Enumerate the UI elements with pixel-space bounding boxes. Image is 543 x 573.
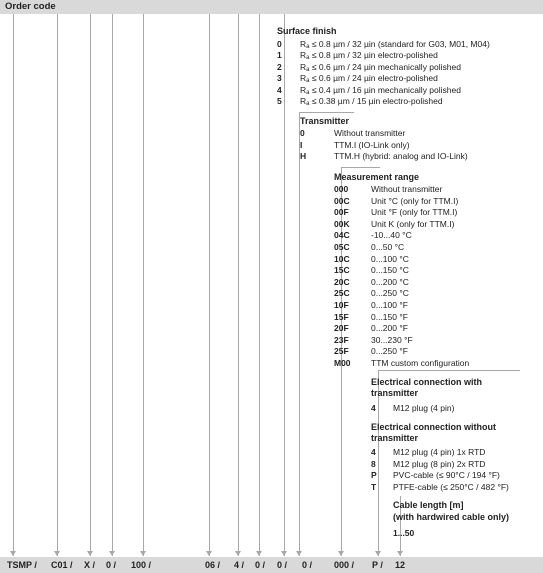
option-text: ≤ 0.6 µm / 24 µin electro-polished [311, 73, 438, 84]
option-code: T [371, 481, 377, 492]
option-code: I [300, 139, 303, 150]
option-description [300, 73, 438, 84]
order-code-part: 0 / [277, 560, 288, 570]
option-code: 10C [334, 253, 350, 264]
option-text: Unit °C (only for TTM.I) [371, 195, 459, 206]
option-text: Unit °F (only for TTM.I) [371, 207, 458, 218]
option-description [393, 470, 500, 480]
option-code: 04C [334, 230, 350, 241]
option-text: 0...150 °C [371, 265, 409, 276]
option-description [300, 85, 461, 96]
option-description [371, 346, 408, 356]
order-code-part: X / [84, 560, 96, 570]
option-code: 0 [300, 128, 305, 138]
order-code-part: C01 / [51, 560, 73, 570]
option-text: ≤ 0.8 µm / 32 µin (standard for G03, M01, M04) [311, 39, 490, 49]
option-description [371, 300, 408, 310]
option-code: P [371, 470, 377, 481]
option-text: 0...150 °F [371, 311, 408, 322]
option-text: Without transmitter [371, 184, 443, 194]
cable-length-range: 1...50 [393, 528, 415, 538]
option-description [371, 242, 404, 252]
option-description [371, 323, 408, 333]
option-description [393, 403, 454, 413]
arrow-down-icon [235, 551, 241, 556]
option-code: 00C [334, 195, 350, 206]
option-description [371, 196, 458, 206]
arrow-down-icon [375, 551, 381, 556]
connector-line [57, 14, 58, 556]
option-text: -10...40 °C [371, 230, 412, 241]
measurement-range-title: Measurement range [334, 172, 420, 182]
option-description [334, 151, 468, 161]
connector-line [13, 14, 14, 556]
option-code: 4 [371, 447, 376, 457]
option-text: Unit K (only for TTM.I) [371, 218, 455, 229]
connector-line [259, 14, 260, 556]
arrow-down-icon [109, 551, 115, 556]
arrow-down-icon [296, 551, 302, 556]
option-code: 05C [334, 242, 350, 252]
option-text: TTM custom configuration [371, 358, 470, 368]
connector-line [299, 112, 354, 113]
connector-line [90, 14, 91, 556]
option-code: 20C [334, 276, 350, 287]
option-description [371, 288, 409, 298]
option-text: Without transmitter [334, 128, 406, 138]
option-text: PVC-cable (≤ 90°C / 194 °F) [393, 470, 500, 481]
connector-line [238, 14, 239, 556]
option-text: 0...50 °C [371, 242, 405, 252]
order-code-part: 06 / [205, 560, 221, 570]
option-description [393, 459, 485, 469]
option-code: 000 [334, 184, 349, 194]
option-text: ≤ 0.38 µm / 15 µin electro-polished [311, 96, 443, 106]
elec-without-title-2: transmitter [371, 433, 419, 443]
elec-with-title-2: transmitter [371, 388, 419, 398]
option-code: 00K [334, 218, 350, 229]
option-text: ≤ 0.8 µm / 32 µin electro-polished [311, 50, 438, 61]
option-code: 10F [334, 300, 349, 310]
order-code-part: 0 / [106, 560, 117, 570]
option-description [371, 207, 457, 217]
option-description [371, 335, 413, 345]
order-code-footer [0, 557, 543, 573]
option-description [300, 62, 461, 73]
ra-symbol: $R_a$ [300, 39, 310, 50]
arrow-down-icon [206, 551, 212, 556]
option-description [371, 230, 412, 240]
ra-symbol: $R_a$ [300, 61, 310, 73]
option-code: 8 [371, 458, 376, 469]
option-text: TTM.H (hybrid: analog and IO-Link) [334, 151, 468, 162]
option-description [393, 482, 509, 492]
option-text: TTM.I (IO-Link only) [334, 139, 410, 150]
page-title: Order code [5, 1, 56, 12]
option-code: 25F [334, 346, 349, 357]
option-description [371, 358, 469, 368]
option-code: 00F [334, 207, 349, 218]
option-text: M12 plug (8 pin) 2x RTD [393, 458, 486, 469]
ra-symbol: $R_a$ [300, 50, 310, 62]
option-code: 3 [277, 73, 282, 84]
order-code-part: 4 / [234, 560, 245, 570]
option-code: 23F [334, 334, 349, 345]
option-text: M12 plug (4 pin) [393, 403, 455, 413]
arrow-down-icon [87, 551, 93, 556]
order-code-part: P / [372, 560, 383, 570]
arrow-down-icon [54, 551, 60, 556]
order-code-part: 0 / [302, 560, 313, 570]
cable-length-title-2: (with hardwired cable only) [393, 512, 510, 522]
order-code-part: 100 / [131, 560, 152, 570]
option-text: 0...200 °C [371, 276, 409, 287]
option-description [371, 219, 454, 229]
option-text: 0...100 °C [371, 253, 409, 264]
option-description [371, 254, 409, 264]
cable-length-title-1: Cable length [m] [393, 500, 464, 510]
connector-line [112, 14, 113, 556]
option-code: H [300, 151, 307, 162]
option-code: 4 [277, 84, 282, 95]
option-text: M12 plug (4 pin) 1x RTD [393, 447, 486, 457]
option-description [393, 447, 485, 457]
arrow-down-icon [140, 551, 146, 556]
option-code: M00 [334, 358, 351, 368]
option-text: 0...100 °F [371, 300, 408, 310]
option-code: 20F [334, 323, 349, 334]
option-description [371, 312, 408, 322]
order-code-header [0, 0, 543, 14]
option-code: 4 [371, 403, 376, 413]
option-code: 2 [277, 61, 282, 72]
ra-symbol: $R_a$ [300, 84, 310, 96]
arrow-down-icon [397, 551, 403, 556]
order-code-part: 000 / [334, 560, 355, 570]
order-code-part: 0 / [255, 560, 266, 570]
ra-symbol: $R_a$ [300, 73, 310, 85]
arrow-down-icon [281, 551, 287, 556]
transmitter-title: Transmitter [300, 116, 350, 126]
option-text: 0...250 °C [371, 288, 409, 299]
option-code: 0 [277, 39, 282, 49]
order-code-part: 12 [395, 560, 406, 570]
option-text: PTFE-cable (≤ 250°C / 482 °F) [393, 481, 509, 492]
option-code: 15F [334, 311, 349, 322]
option-description [300, 96, 443, 107]
elec-without-title-1: Electrical connection without [371, 422, 497, 432]
option-description [371, 265, 409, 275]
option-code: 1 [277, 50, 282, 61]
option-text: 0...200 °F [371, 323, 408, 334]
option-description [334, 128, 405, 138]
option-description [334, 140, 410, 150]
option-code: 15C [334, 265, 350, 276]
connector-line [341, 167, 380, 168]
option-text: ≤ 0.4 µm / 16 µin mechanically polished [311, 84, 461, 95]
elec-with-title-1: Electrical connection with [371, 377, 483, 387]
connector-line [284, 14, 285, 556]
arrow-down-icon [338, 551, 344, 556]
connector-line [209, 14, 210, 556]
connector-line [299, 112, 303, 556]
option-description [371, 277, 409, 287]
option-code: 5 [277, 96, 282, 106]
option-text: ≤ 0.6 µm / 24 µin mechanically polished [311, 61, 461, 72]
arrow-down-icon [10, 551, 16, 556]
order-code-part: TSMP / [7, 560, 37, 570]
option-description [300, 39, 490, 50]
surface-finish-title: Surface finish [277, 26, 337, 36]
option-text: 0...250 °F [371, 346, 408, 357]
ra-symbol: $R_a$ [300, 96, 310, 107]
option-text: 30...230 °F [371, 334, 413, 345]
connector-line [143, 14, 144, 556]
connector-line [378, 370, 520, 371]
option-code: 25C [334, 288, 350, 299]
option-description [371, 184, 442, 194]
option-description [300, 50, 438, 61]
arrow-down-icon [256, 551, 262, 556]
